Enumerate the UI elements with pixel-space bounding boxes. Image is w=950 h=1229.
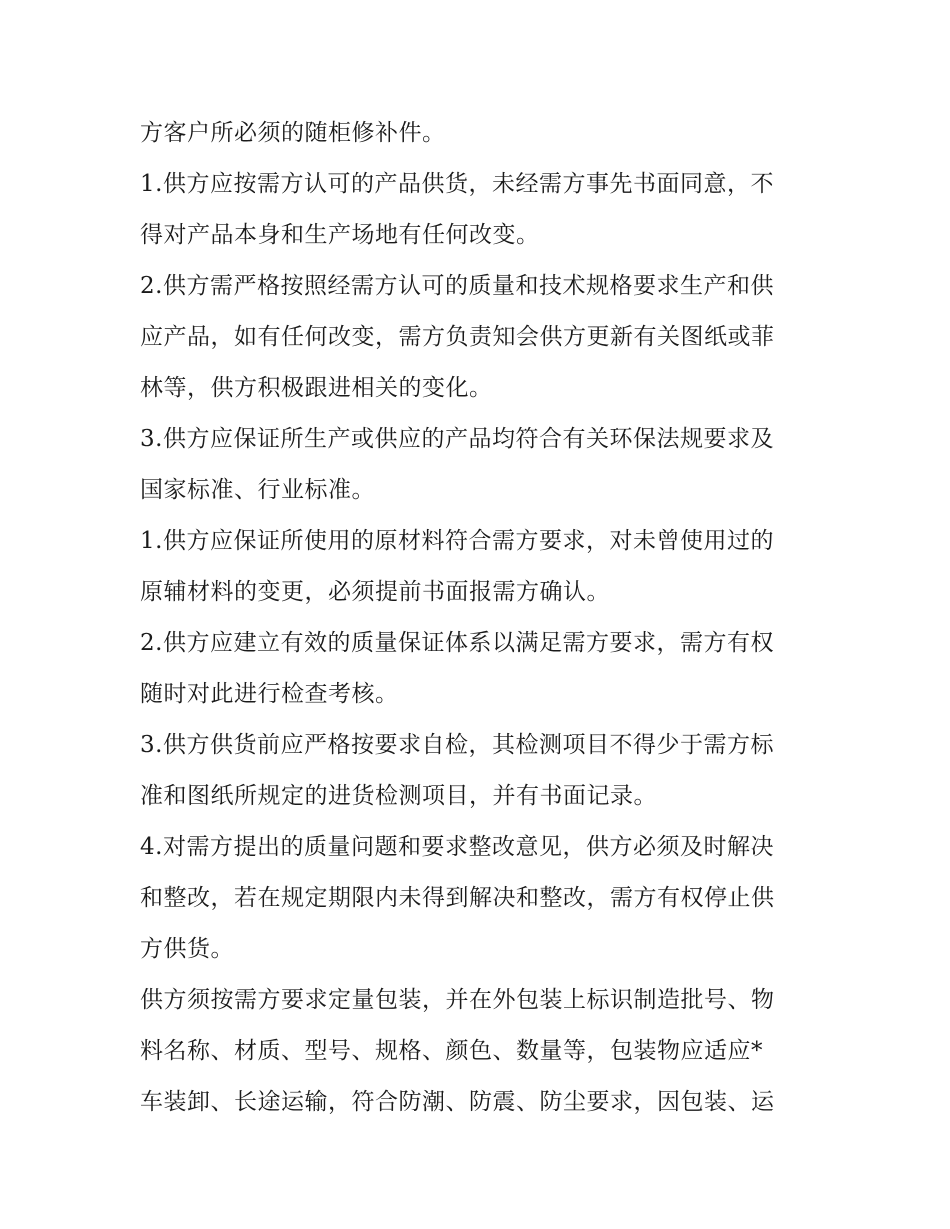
paragraph-3	[140, 261, 820, 414]
text-line: 供方须按需方要求定量包装，并在外包装上标识制造批号、物	[140, 987, 775, 1013]
text-line: 和整改，若在规定期限内未得到解决和整改，需方有权停止供	[140, 885, 775, 911]
text-line: 车装卸、长途运输，符合防潮、防震、防尘要求，因包装、运	[140, 1089, 775, 1115]
paragraph-2	[140, 159, 820, 261]
text-line: 3.供方供货前应严格按要求自检，其检测项目不得少于需方标	[140, 732, 774, 758]
text-line: 2.供方应建立有效的质量保证体系以满足需方要求，需方有权	[140, 630, 774, 656]
text-line: 随时对此进行检查考核。	[140, 681, 399, 707]
paragraph-8	[140, 822, 820, 975]
text-line: 林等，供方积极跟进相关的变化。	[140, 375, 493, 401]
text-line: 应产品，如有任何改变，需方负责知会供方更新有关图纸或菲	[140, 324, 775, 350]
paragraph-1	[140, 108, 820, 159]
text-line: 4.对需方提出的质量问题和要求整改意见，供方必须及时解决	[140, 834, 774, 860]
paragraph-6	[140, 618, 820, 720]
text-line: 国家标准、行业标准。	[140, 477, 375, 503]
paragraph-4	[140, 414, 820, 516]
paragraph-9	[140, 975, 820, 1128]
text-line: 2.供方需严格按照经需方认可的质量和技术规格要求生产和供	[140, 273, 774, 299]
text-line: 原辅材料的变更，必须提前书面报需方确认。	[140, 579, 610, 605]
text-line: 方客户所必须的随柜修补件。	[140, 120, 446, 146]
text-line: 1.供方应按需方认可的产品供货，未经需方事先书面同意，不	[140, 171, 774, 197]
text-line: 得对产品本身和生产场地有任何改变。	[140, 222, 540, 248]
text-line: 3.供方应保证所生产或供应的产品均符合有关环保法规要求及	[140, 426, 774, 452]
paragraph-5	[140, 516, 820, 618]
text-line: 准和图纸所规定的进货检测项目，并有书面记录。	[140, 783, 657, 809]
document-page	[140, 108, 820, 1128]
paragraph-7	[140, 720, 820, 822]
text-line: 方供货。	[140, 936, 234, 962]
text-line: 料名称、材质、型号、规格、颜色、数量等，包装物应适应*	[140, 1038, 763, 1064]
text-line: 1.供方应保证所使用的原材料符合需方要求，对未曾使用过的	[140, 528, 774, 554]
